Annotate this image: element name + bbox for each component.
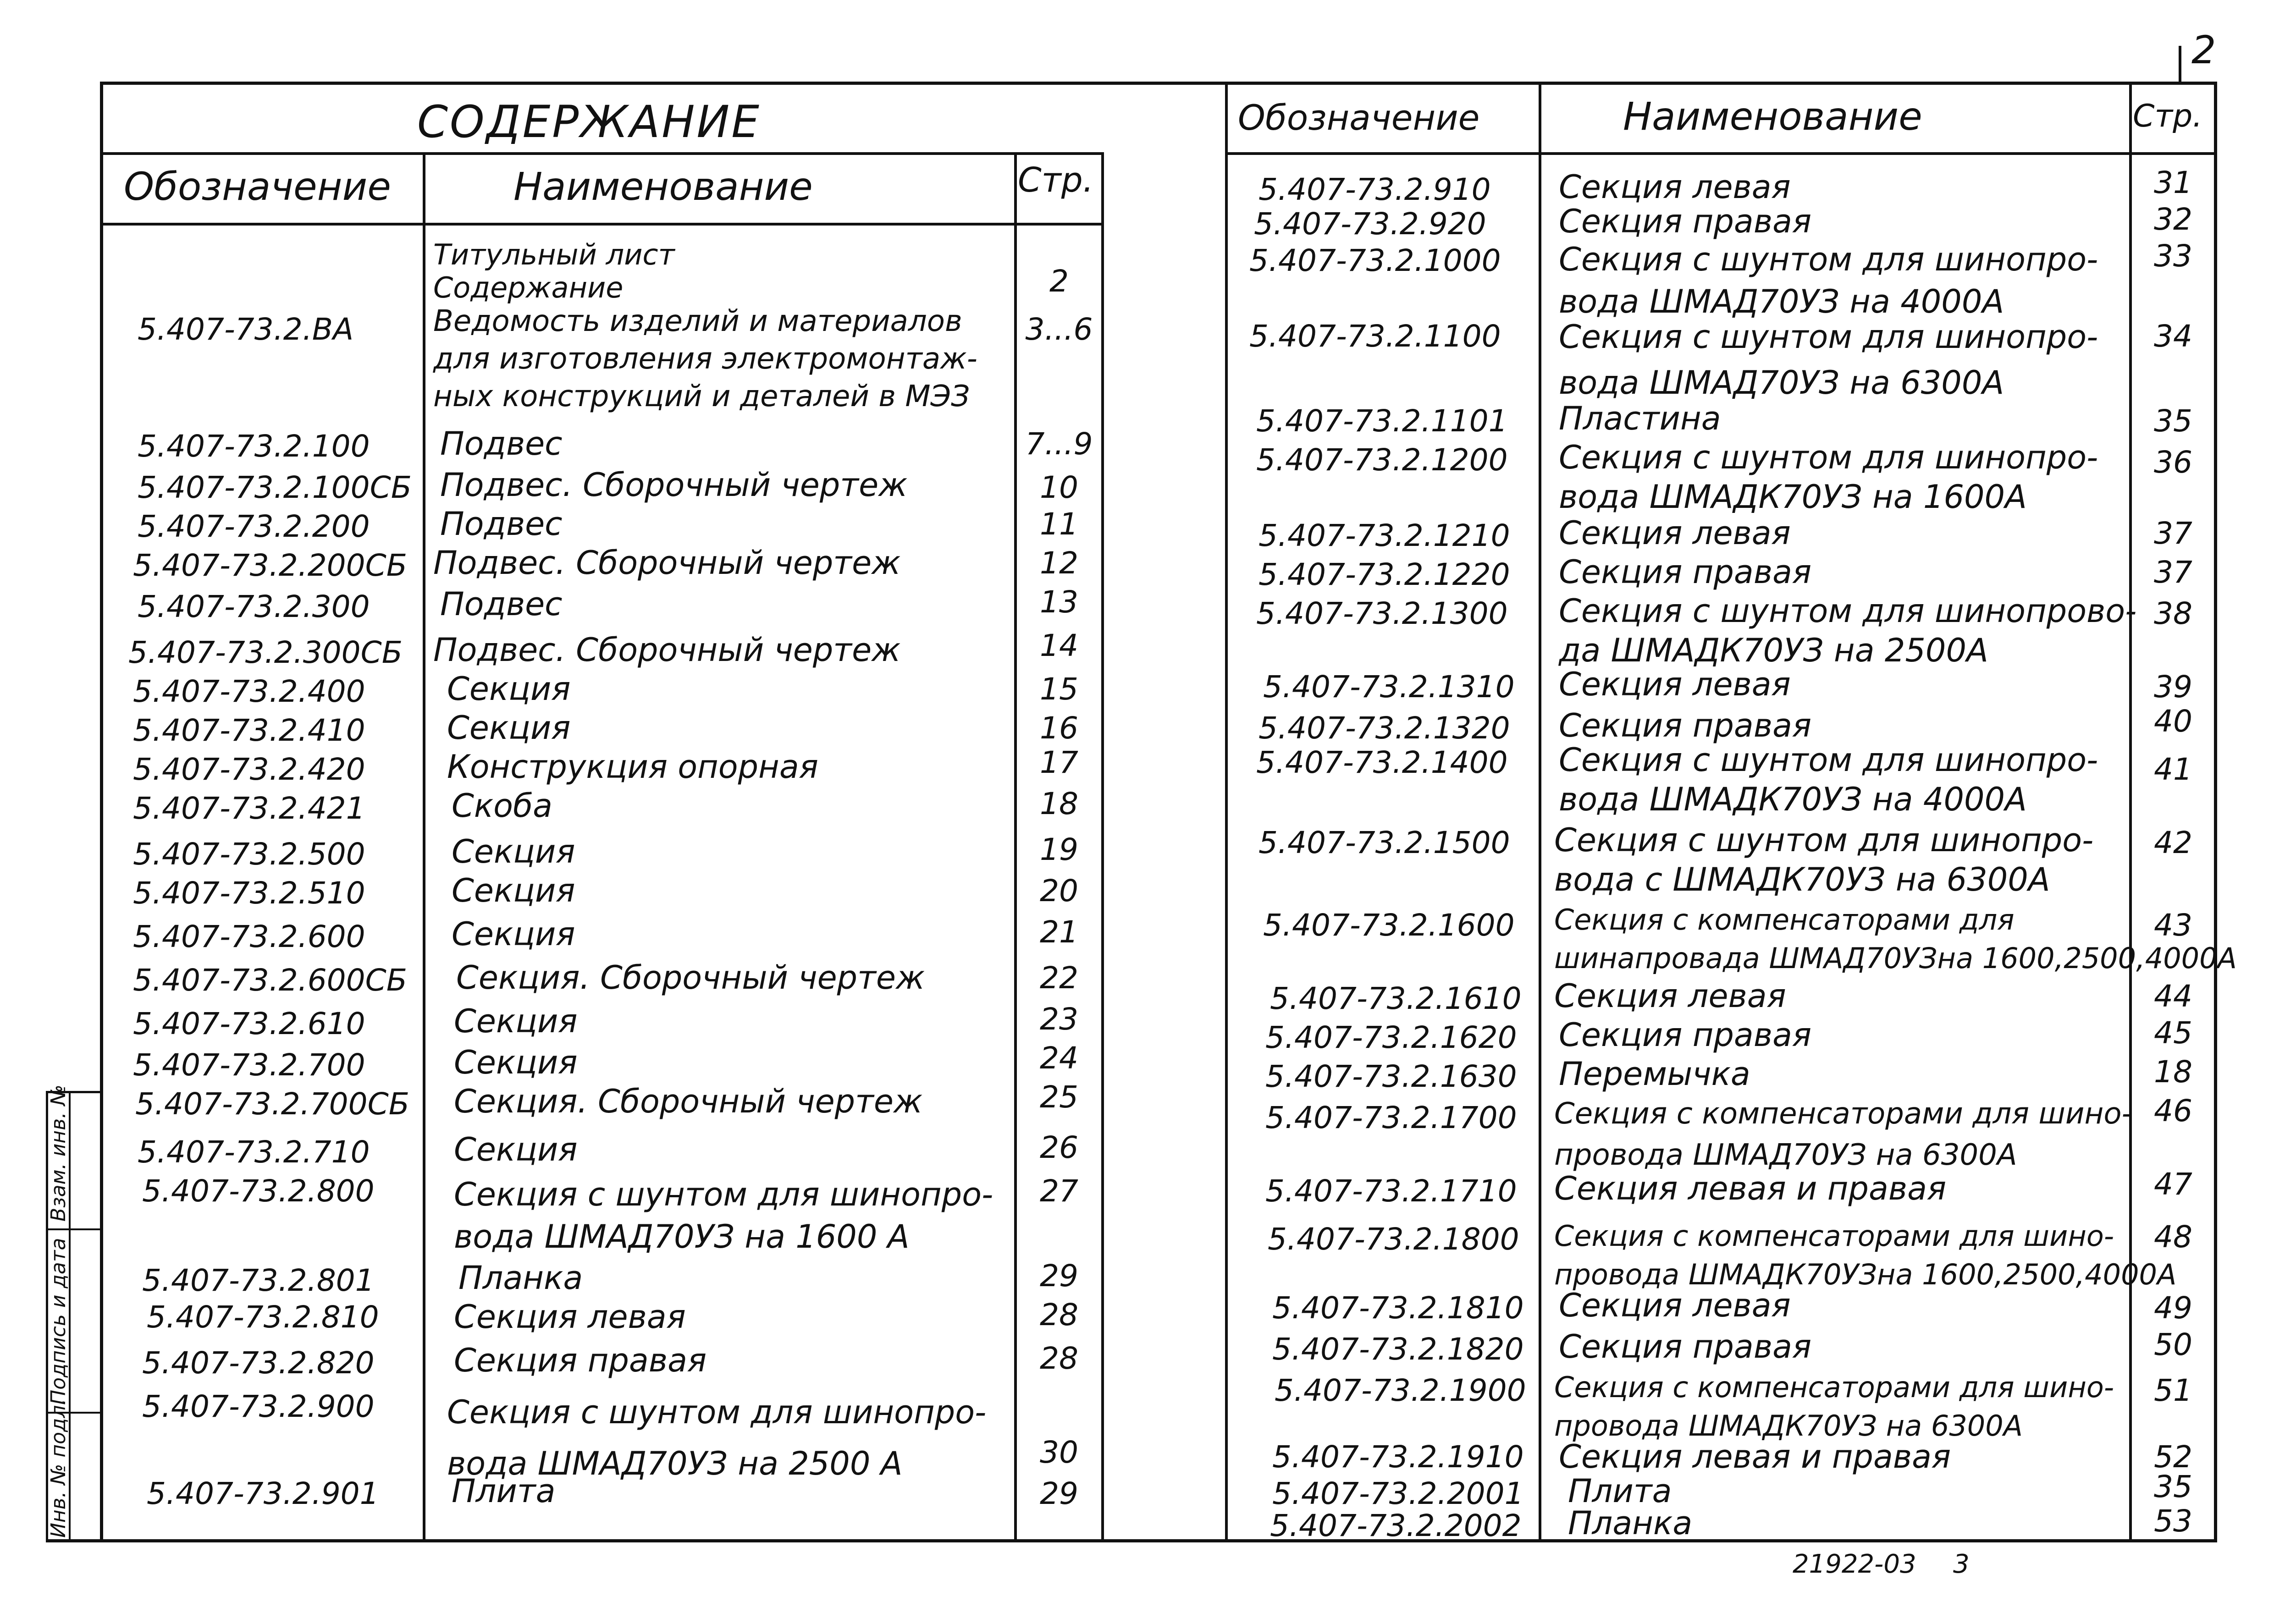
left-row-code: 5.407-73.2.901 xyxy=(147,1476,379,1511)
left-row-name: Скоба xyxy=(452,787,553,825)
left-row-name: Планка xyxy=(458,1259,583,1297)
left-title-line xyxy=(100,152,1104,155)
right-row-page: 38 xyxy=(2154,596,2192,631)
right-row-page: 48 xyxy=(2154,1219,2192,1255)
stamp-label-signature: Подпись и дата xyxy=(47,1238,70,1405)
left-row-code: 5.407-73.2.801 xyxy=(142,1263,375,1298)
left-row-page: 27 xyxy=(1040,1173,1078,1209)
left-row-page: 3...6 xyxy=(1025,312,1093,347)
right-row-name: Секция с компенсаторами для шино- провода ШМАД70УЗ на 6300А xyxy=(1554,1097,2132,1172)
right-col-divider-2 xyxy=(2129,82,2132,1542)
left-row-page: 16 xyxy=(1040,710,1078,746)
right-row-code: 5.407-73.2.1400 xyxy=(1256,745,1508,780)
right-row-code: 5.407-73.2.1600 xyxy=(1263,908,1515,943)
left-col-divider-3 xyxy=(1101,152,1104,1541)
left-row-page: 2 xyxy=(1049,264,1069,299)
right-row-name: Секция с шунтом для шинопро- вода ШМАД70УЗ на 6300А xyxy=(1559,318,2098,402)
right-row-name: Секция правая xyxy=(1559,707,1812,744)
right-row-page: 35 xyxy=(2154,403,2192,439)
right-row-code: 5.407-73.2.1210 xyxy=(1258,518,1510,553)
left-row-code: 5.407-73.2.710 xyxy=(138,1134,370,1170)
left-header-code: Обозначение xyxy=(124,164,391,209)
right-row-name: Секция с компенсаторами для шинапровада ШМАД70УЗна 1600,2500,4000А xyxy=(1554,903,2237,975)
right-row-page: 40 xyxy=(2154,704,2192,739)
right-row-page: 44 xyxy=(2154,979,2192,1014)
left-row-page: 14 xyxy=(1040,628,1078,663)
stamp-sep-1 xyxy=(46,1228,101,1230)
left-row-code: 5.407-73.2.100СБ xyxy=(138,470,412,505)
footer-page: 3 xyxy=(1953,1549,1970,1579)
left-row-page: 10 xyxy=(1040,470,1078,505)
left-row-code: 5.407-73.2.610 xyxy=(133,1006,365,1041)
left-row-name: Секция xyxy=(452,872,575,909)
left-row-code: 5.407-73.2.500 xyxy=(133,837,365,872)
right-row-name: Секция с шунтом для шинопро- вода ШМАДК70УЗ на 1600А xyxy=(1559,439,2098,516)
right-row-code: 5.407-73.2.1200 xyxy=(1256,442,1508,478)
left-row-code: 5.407-73.2.200 xyxy=(138,509,370,544)
left-row-name: Секция xyxy=(452,915,575,953)
right-row-code: 5.407-73.2.1300 xyxy=(1256,596,1508,631)
right-row-name: Секция левая xyxy=(1559,168,1791,206)
left-row-name: Секция xyxy=(452,833,575,870)
right-row-code: 5.407-73.2.1620 xyxy=(1265,1020,1517,1055)
right-row-name: Секция с шунтом для шинопро- вода ШМАДК70УЗ на 4000А xyxy=(1559,741,2098,818)
left-row-code: 5.407-73.2.300 xyxy=(138,589,370,624)
right-row-page: 32 xyxy=(2154,202,2192,237)
right-row-name: Секция левая xyxy=(1559,1287,1791,1324)
right-row-name: Секция правая xyxy=(1559,1016,1812,1054)
right-row-name: Секция левая xyxy=(1554,977,1786,1015)
left-row-name: Секция правая xyxy=(454,1342,707,1379)
right-row-code: 5.407-73.2.1220 xyxy=(1258,557,1510,592)
left-row-name: Подвес xyxy=(440,505,563,543)
left-row-page: 22 xyxy=(1040,960,1078,996)
left-row-code: 5.407-73.2.510 xyxy=(133,875,365,911)
right-row-name: Планка xyxy=(1568,1504,1693,1542)
left-row-name: Секция xyxy=(447,670,571,708)
right-row-name: Секция левая xyxy=(1559,666,1791,703)
left-row-name: Секция. Сборочный чертеж xyxy=(456,959,925,996)
right-row-code: 5.407-73.2.1500 xyxy=(1258,825,1510,860)
left-row-name: Подвес. Сборочный чертеж xyxy=(433,544,901,582)
right-row-code: 5.407-73.2.2001 xyxy=(1272,1476,1524,1511)
left-row-page: 24 xyxy=(1040,1040,1078,1076)
right-row-name: Секция с шунтом для шинопрово- да ШМАДК70УЗ на 2500А xyxy=(1559,592,2137,669)
right-row-code: 5.407-73.2.1820 xyxy=(1272,1332,1524,1367)
footer-doc-number: 21922-03 xyxy=(1793,1549,1916,1579)
frame-bottom-line xyxy=(46,1539,2217,1542)
left-row-code: 5.407-73.2.700СБ xyxy=(135,1086,410,1122)
right-row-code: 5.407-73.2.1100 xyxy=(1249,319,1501,354)
left-row-code: 5.407-73.2.900 xyxy=(142,1389,375,1424)
sheet-number: 2 xyxy=(2191,28,2216,72)
left-row-name: Секция xyxy=(454,1002,578,1040)
right-row-page: 37 xyxy=(2154,516,2192,551)
left-col-divider-2 xyxy=(1014,152,1017,1541)
right-left-border xyxy=(1225,82,1228,1542)
left-row-code: 5.407-73.2.400 xyxy=(133,674,365,709)
left-row-page: 7...9 xyxy=(1025,426,1093,462)
left-col-divider-1 xyxy=(423,152,425,1541)
left-row-page: 29 xyxy=(1040,1476,1078,1511)
right-row-page: 34 xyxy=(2154,319,2192,354)
right-row-code: 5.407-73.2.1710 xyxy=(1265,1173,1517,1209)
right-row-name: Секция с компенсаторами для шино- провода ШМАДК70УЗна 1600,2500,4000А xyxy=(1554,1219,2177,1291)
left-row-name: Подвес. Сборочный чертеж xyxy=(440,466,908,504)
right-row-name: Секция с шунтом для шинопро- вода с ШМАДК70УЗ на 6300А xyxy=(1554,821,2094,898)
right-row-code: 5.407-73.2.920 xyxy=(1254,206,1486,242)
left-row-page: 15 xyxy=(1040,672,1078,707)
right-row-page: 33 xyxy=(2154,238,2192,274)
right-row-name: Секция левая и правая xyxy=(1559,1438,1951,1475)
right-row-code: 5.407-73.2.1910 xyxy=(1272,1439,1524,1475)
right-row-page: 18 xyxy=(2154,1054,2192,1090)
left-row-page: 23 xyxy=(1040,1002,1078,1037)
left-row-page: 19 xyxy=(1040,832,1078,867)
left-row-name: Подвес. Сборочный чертеж xyxy=(433,631,901,669)
right-row-page: 35 xyxy=(2154,1469,2192,1504)
right-row-name: Плита xyxy=(1568,1472,1672,1510)
left-row-page: 13 xyxy=(1040,584,1078,620)
left-row-code: 5.407-73.2.810 xyxy=(147,1299,379,1335)
left-row-name: Титульный лист Содержание xyxy=(433,238,675,304)
right-row-code: 5.407-73.2.1810 xyxy=(1272,1290,1524,1326)
right-row-code: 5.407-73.2.1610 xyxy=(1270,981,1522,1016)
right-header-name: Наименование xyxy=(1623,94,1922,139)
right-row-page: 49 xyxy=(2154,1290,2192,1326)
left-row-page: 20 xyxy=(1040,873,1078,908)
left-row-code: 5.407-73.2.600СБ xyxy=(133,963,408,998)
left-row-code: 5.407-73.2.200СБ xyxy=(133,548,408,583)
sheet-number-box-line xyxy=(2179,46,2181,83)
right-row-code: 5.407-73.2.1310 xyxy=(1263,669,1515,705)
left-row-name: Секция xyxy=(454,1044,578,1081)
right-col-divider-1 xyxy=(1539,82,1541,1542)
right-row-page: 47 xyxy=(2154,1167,2192,1202)
right-row-code: 5.407-73.2.910 xyxy=(1258,172,1491,207)
right-row-code: 5.407-73.2.1700 xyxy=(1265,1100,1517,1135)
left-row-code: 5.407-73.2.300СБ xyxy=(128,635,403,670)
left-row-page: 25 xyxy=(1040,1079,1078,1115)
right-row-page: 50 xyxy=(2154,1327,2192,1362)
frame-right-line xyxy=(2214,82,2217,1542)
left-row-name: Секция с шунтом для шинопро- вода ШМАД70УЗ на 1600 А xyxy=(454,1176,993,1255)
right-header-line xyxy=(1225,152,2217,155)
left-row-page: 21 xyxy=(1040,914,1078,950)
left-row-code: 5.407-73.2.820 xyxy=(142,1345,375,1381)
left-row-name: Секция с шунтом для шинопро- вода ШМАД70УЗ на 2500 А xyxy=(447,1393,987,1482)
right-row-name: Секция правая xyxy=(1559,203,1812,240)
right-row-name: Секция с шунтом для шинопро- вода ШМАД70УЗ на 4000А xyxy=(1559,241,2098,320)
left-row-page: 18 xyxy=(1040,786,1078,821)
right-row-name: Секция правая xyxy=(1559,1328,1812,1365)
right-row-code: 5.407-73.2.2002 xyxy=(1270,1508,1522,1543)
right-row-page: 45 xyxy=(2154,1015,2192,1051)
left-row-page: 29 xyxy=(1040,1258,1078,1294)
left-row-code: 5.407-73.2.421 xyxy=(133,791,365,826)
right-row-page: 46 xyxy=(2154,1093,2192,1129)
left-row-page: 28 xyxy=(1040,1297,1078,1332)
left-row-name: Секция xyxy=(447,709,571,747)
left-row-name: Секция xyxy=(454,1131,578,1168)
right-row-code: 5.407-73.2.1900 xyxy=(1275,1373,1526,1408)
right-row-page: 41 xyxy=(2154,752,2192,787)
right-row-page: 51 xyxy=(2154,1373,2192,1408)
left-row-page: 26 xyxy=(1040,1130,1078,1165)
left-row-page: 12 xyxy=(1040,545,1078,581)
frame-top-line xyxy=(100,82,2217,85)
right-header-page: Стр. xyxy=(2133,98,2202,134)
right-row-name: Секция правая xyxy=(1559,553,1812,591)
right-row-name: Секция левая xyxy=(1559,514,1791,552)
right-row-code: 5.407-73.2.1630 xyxy=(1265,1059,1517,1094)
right-row-page: 31 xyxy=(2154,165,2192,200)
right-row-page: 53 xyxy=(2154,1503,2192,1539)
right-row-code: 5.407-73.2.1101 xyxy=(1256,403,1508,439)
left-row-name: Подвес xyxy=(440,425,563,462)
left-header-page: Стр. xyxy=(1018,160,1094,200)
right-row-name: Секция с компенсаторами для шино- провода ШМАДК70УЗ на 6300А xyxy=(1554,1371,2114,1442)
left-row-code: 5.407-73.2.ВА xyxy=(138,312,354,347)
left-row-code: 5.407-73.2.410 xyxy=(133,713,365,748)
left-row-name: Секция. Сборочный чертеж xyxy=(454,1083,923,1120)
page-title: СОДЕРЖАНИЕ xyxy=(417,96,761,148)
right-row-code: 5.407-73.2.1000 xyxy=(1249,243,1501,278)
right-row-page: 36 xyxy=(2154,445,2192,480)
left-row-page: 17 xyxy=(1040,745,1078,780)
right-header-code: Обозначение xyxy=(1238,97,1480,138)
left-row-code: 5.407-73.2.100 xyxy=(138,429,370,464)
right-row-name: Секция левая и правая xyxy=(1554,1170,1947,1207)
left-row-name: Ведомость изделий и материалов для изготовления электромонтаж- ных конструкций и деталей в МЭЗ xyxy=(433,304,977,413)
stamp-label-inv: Инв. № подл. xyxy=(47,1398,70,1538)
left-row-name: Плита xyxy=(452,1472,556,1510)
left-row-page: 30 xyxy=(1040,1435,1078,1470)
left-row-code: 5.407-73.2.700 xyxy=(133,1047,365,1083)
left-row-page: 11 xyxy=(1040,506,1078,542)
left-header-line xyxy=(100,223,1104,226)
left-row-name: Подвес xyxy=(440,585,563,623)
right-row-page: 42 xyxy=(2154,825,2192,860)
right-row-name: Пластина xyxy=(1559,400,1721,437)
right-row-page: 37 xyxy=(2154,555,2192,590)
right-row-code: 5.407-73.2.1320 xyxy=(1258,710,1510,746)
left-row-name: Конструкция опорная xyxy=(447,748,818,786)
left-row-code: 5.407-73.2.420 xyxy=(133,752,365,787)
left-header-name: Наименование xyxy=(513,164,813,209)
left-row-code: 5.407-73.2.800 xyxy=(142,1173,375,1209)
right-row-code: 5.407-73.2.1800 xyxy=(1268,1222,1519,1257)
left-row-code: 5.407-73.2.600 xyxy=(133,919,365,954)
right-row-page: 52 xyxy=(2154,1439,2192,1475)
stamp-label-replace: Взам. инв. № xyxy=(47,1085,70,1222)
left-row-name: Секция левая xyxy=(454,1298,686,1336)
right-row-name: Перемычка xyxy=(1559,1055,1750,1093)
frame-left-line xyxy=(100,82,103,1542)
right-row-page: 39 xyxy=(2154,669,2192,705)
left-row-page: 28 xyxy=(1040,1341,1078,1376)
right-row-page: 43 xyxy=(2154,908,2192,943)
